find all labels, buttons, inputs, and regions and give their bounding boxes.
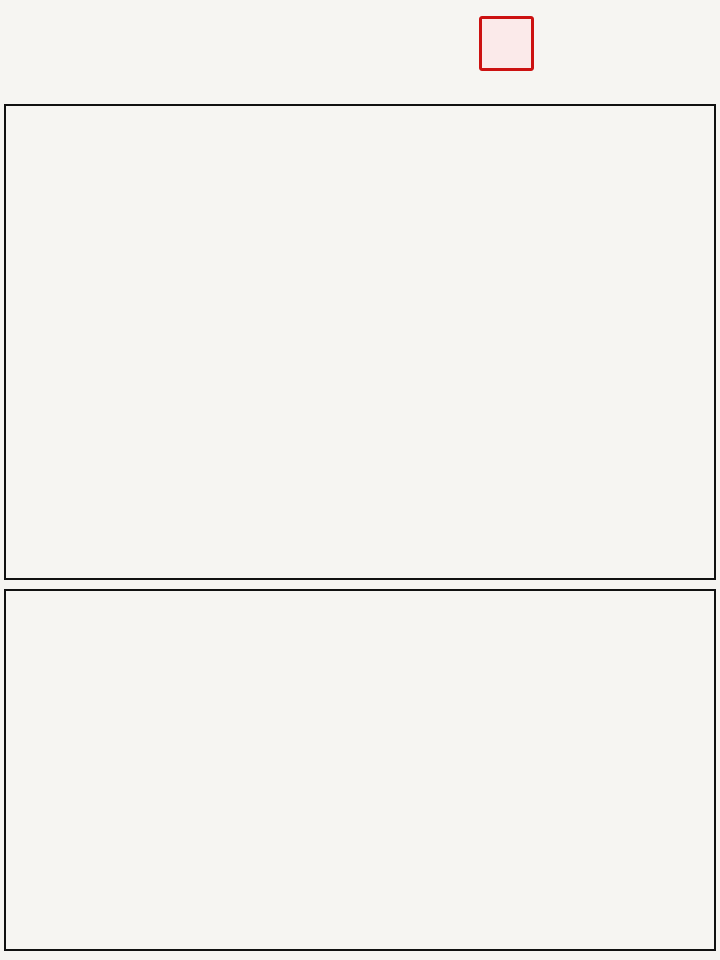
header	[0, 0, 720, 100]
chart-grid	[4, 104, 716, 580]
seal-logo	[479, 16, 534, 71]
gender-line	[12, 30, 19, 46]
yearly-grid	[4, 589, 716, 951]
